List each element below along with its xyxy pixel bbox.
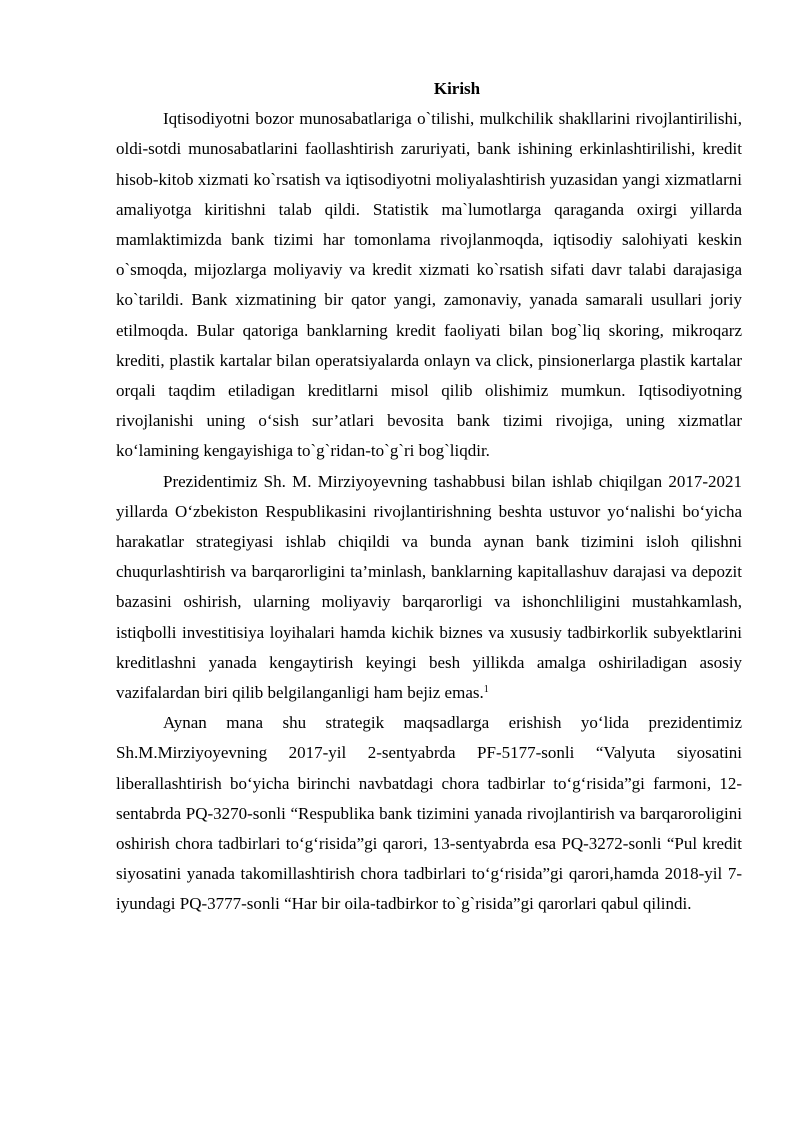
document-title: Kirish xyxy=(433,79,481,98)
paragraph-intro xyxy=(116,104,742,466)
paragraph-text: Iqtisodiyotni bozor munosabatlariga o`tilishi, mulkchilik shakllarini rivojlantirilishi, oldi-sotdi munosabatlarini faollashtirish zaruriyati, bank ishining erkinlashtirilishi, kredit hisob-kitob xizmati ko`rsatish va iqtisodiyotni moliyalashtirish yuzasidan yangi xizmatlarni amaliyotga kiritishni talab qildi. Statistik ma`lumotlarga qaraganda oxirgi yillarda mamlaktimizda bank tizimi har tomonlama rivojlanmoqda, iqtisodiy salohiyati keskin o`smoqda, mijozlarga moliyaviy va kredit xizmati ko`rsatish sifati davr talabi darajasiga ko`tarildi. Bank xizmatining bir qator yangi, zamonaviy, yanada samarali usullari joriy etilmoqda. Bular qatoriga banklarning kredit faoliyati bilan bog`liq skoring, mikroqarz krediti, plastik kartalar bilan operatsiyalarda onlayn va click, pinsionerlarga plastik kartalar orqali taqdim etiladigan kreditlarni misol qilib olishimiz mumkun. Iqtisodiyotning rivojlanishi uning o‘sish sur’atlari bevosita bank tizimi rivojiga, uning xizmatlar ko‘lamining kengayishiga to`g`ridan-to`g`ri bog`liqdir. xyxy=(116,109,742,461)
document-page xyxy=(116,74,742,920)
paragraph-strategy xyxy=(116,467,742,709)
paragraph-decrees xyxy=(116,708,742,919)
paragraph-text: Prezidentimiz Sh. M. Mirziyoyevning tashabbusi bilan ishlab chiqilgan 2017-2021 yillarda O‘zbekiston Respublikasini rivojlantirishning beshta ustuvor yo‘nalishi bo‘yicha harakatlar strategiyasi ishlab chiqildi va bunda aynan bank tizimini isloh qilishni chuqurlashtirish va barqarorligini ta’minlash, banklarning kapitallashuv darajasi va depozit bazasini oshirish, ularning moliyaviy barqarorligi va ishonchliligini mustahkamlash, istiqbolli investitisiya loyihalari hamda kichik biznes va xususiy tadbirkorlik subyektlarini kreditlashni yanada kengaytirish keyingi besh yillikda amalga oshiriladigan asosiy vazifalardan biri qilib belgilanganligi ham bejiz emas. xyxy=(116,471,742,703)
paragraph-text: Aynan mana shu strategik maqsadlarga erishish yo‘lida prezidentimiz Sh.M.Mirziyoyevning 2017-yil 2-sentyabrda PF-5177-sonli “Valyuta siyosatini liberallashtirish bo‘yicha birinchi navbatdagi chora tadbirlar to‘g‘risida”gi farmoni, 12-sentabrda PQ-3270-sonli “Respublika bank tizimini yanada rivojlantirish va barqaroroligini oshirish chora tadbirlari to‘g‘risida”gi qarori, 13-sentyabrda esa PQ-3272-sonli “Pul kredit siyosatini yanada takomillashtirish chora tadbirlari to‘g‘risida”gi qarori,hamda 2018-yil 7-iyundagi PQ-3777-sonli “Har bir oila-tadbirkor to`g`risida”gi qarorlari qabul qilindi. xyxy=(116,713,742,914)
footnote-reference[interactable]: 1 xyxy=(483,684,489,696)
